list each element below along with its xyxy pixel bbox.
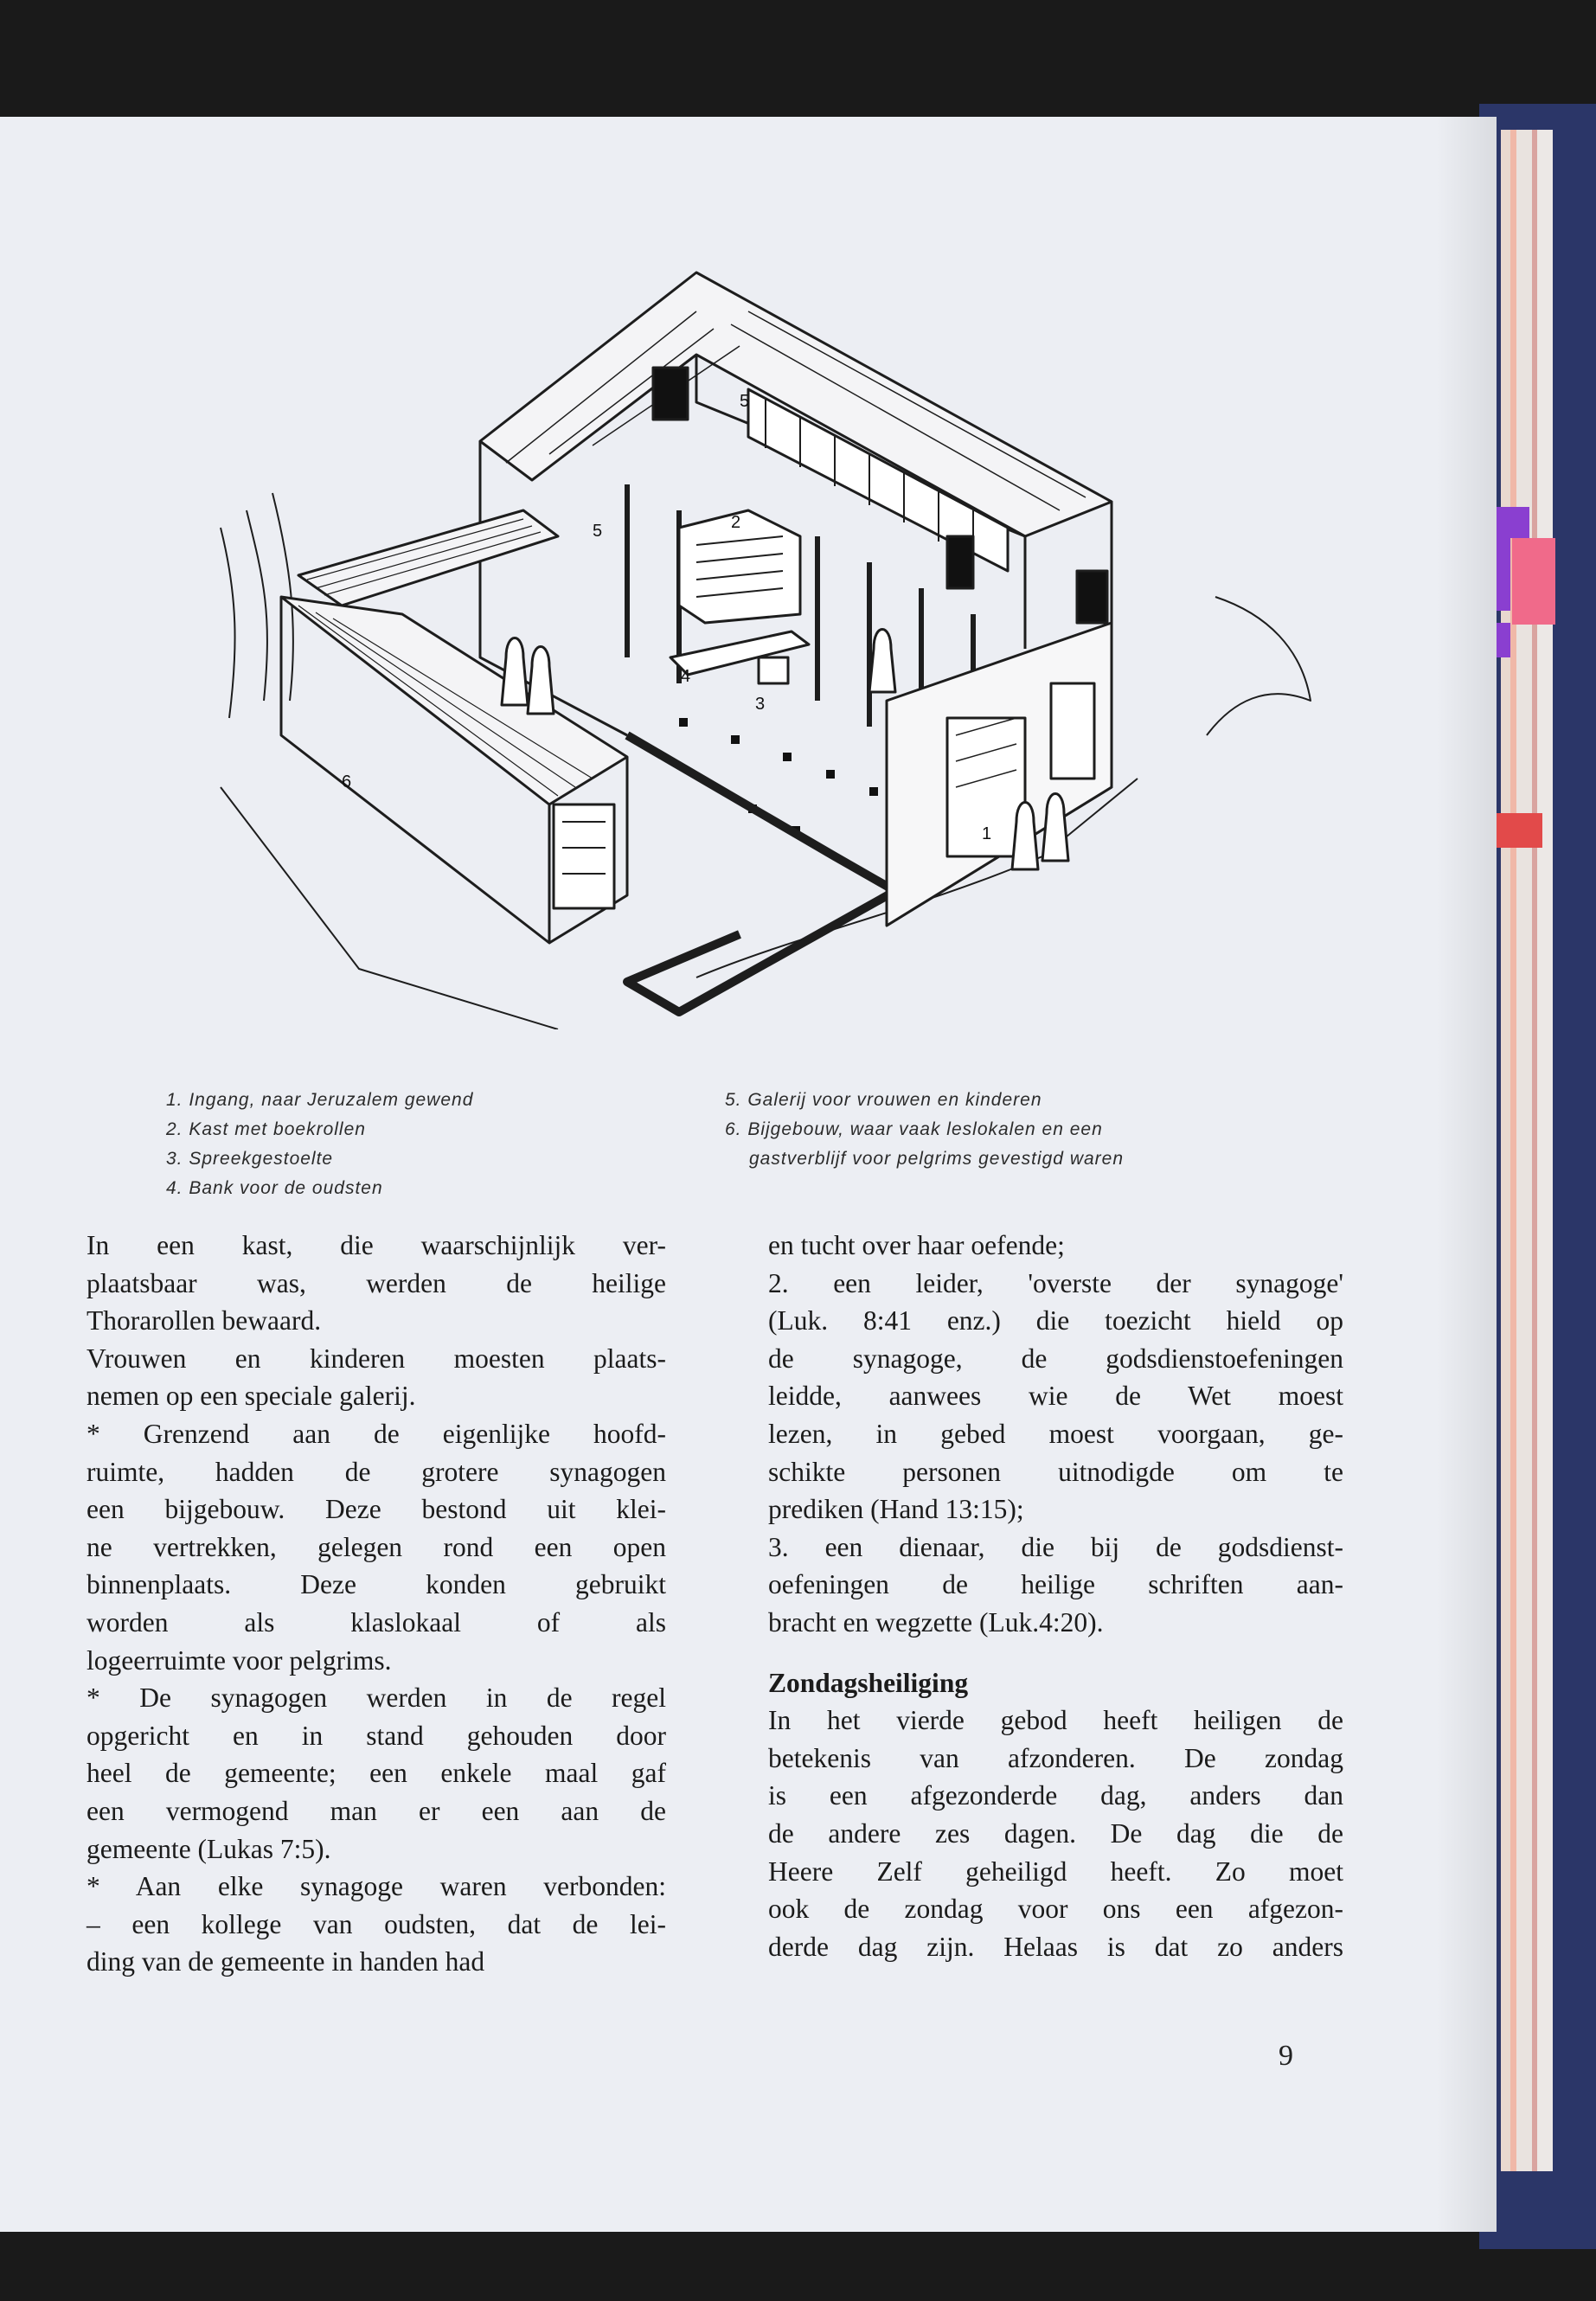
body-line: ruimte, hadden de grotere synagogen <box>87 1456 666 1487</box>
legend-item-2: 2. Kast met boekrollen <box>166 1119 366 1139</box>
body-line: een vermogend man er een aan de <box>87 1795 666 1826</box>
body-line: binnenplaats. Deze konden gebruikt <box>87 1569 666 1600</box>
figure-label-6: 6 <box>342 772 352 792</box>
body-line: is een afgezonderde dag, anders dan <box>768 1780 1343 1811</box>
figure-label-5: 5 <box>740 392 750 411</box>
section-heading: Zondagsheiliging <box>768 1667 969 1698</box>
body-line: worden als klaslokaal of als <box>87 1606 666 1638</box>
body-line: lezen, in gebed moest voorgaan, ge- <box>768 1418 1343 1449</box>
body-line: Thorarollen bewaard. <box>87 1305 322 1336</box>
legend-item-4: 4. Bank voor de oudsten <box>166 1178 383 1198</box>
body-line: 2. een leider, 'overste der synagoge' <box>768 1267 1343 1298</box>
body-line: opgericht en in stand gehouden door <box>87 1720 666 1751</box>
body-line: prediken (Hand 13:15); <box>768 1494 1024 1525</box>
body-line: Heere Zelf geheiligd heeft. Zo moet <box>768 1856 1343 1887</box>
index-tab <box>1495 623 1510 657</box>
body-line: derde dag zijn. Helaas is dat zo anders <box>768 1931 1343 1962</box>
body-line: de andere zes dagen. De dag die de <box>768 1817 1343 1849</box>
body-line: gemeente (Lukas 7:5). <box>87 1833 331 1864</box>
figure-label-1: 1 <box>982 824 992 843</box>
index-tab <box>1495 813 1542 848</box>
body-line: leidde, aanwees wie de Wet moest <box>768 1381 1343 1412</box>
body-line: oefeningen de heilige schriften aan- <box>768 1569 1343 1600</box>
body-line: bracht en wegzette (Luk.4:20). <box>768 1606 1104 1638</box>
body-line: Vrouwen en kinderen moesten plaats- <box>87 1343 666 1374</box>
body-line: * Aan elke synagoge waren verbonden: <box>87 1871 666 1902</box>
body-line: ook de zondag voor ons een afgezon- <box>768 1894 1343 1925</box>
left-column <box>87 1227 666 1981</box>
synagogue-illustration <box>143 251 1388 1029</box>
body-line: In een kast, die waarschijnlijk ver- <box>87 1230 666 1260</box>
body-line: * De synagogen werden in de regel <box>87 1682 666 1714</box>
body-line: nemen op een speciale galerij. <box>87 1381 416 1412</box>
page-gutter-shadow <box>1436 117 1497 2232</box>
body-line: en tucht over haar oefende; <box>768 1230 1065 1260</box>
legend-item-6: 6. Bijgebouw, waar vaak leslokalen en een <box>725 1119 1103 1139</box>
body-line: schikte personen uitnodigde om te <box>768 1456 1343 1487</box>
body-line: de synagoge, de godsdienstoefeningen <box>768 1343 1343 1374</box>
legend-item-3: 3. Spreekgestoelte <box>166 1149 334 1169</box>
body-line: heel de gemeente; een enkele maal gaf <box>87 1758 666 1789</box>
body-line: (Luk. 8:41 enz.) die toezicht hield op <box>768 1305 1343 1336</box>
body-line: ne vertrekken, gelegen rond een open <box>87 1531 666 1562</box>
index-tab <box>1495 538 1510 611</box>
page-number: 9 <box>1279 2040 1293 2072</box>
figure-label-3: 3 <box>755 695 766 714</box>
index-tab <box>1512 538 1555 625</box>
body-line: betekenis van afzonderen. De zondag <box>768 1742 1343 1773</box>
body-line: een bijgebouw. Deze bestond uit klei- <box>87 1494 666 1525</box>
right-column <box>768 1227 1343 1965</box>
body-line: plaatsbaar was, werden de heilige <box>87 1267 666 1298</box>
body-line: 3. een dienaar, die bij de godsdienst- <box>768 1531 1343 1562</box>
figure-label-2: 2 <box>731 513 741 532</box>
legend-item-5: 5. Galerij voor vrouwen en kinderen <box>725 1090 1042 1110</box>
index-tab <box>1495 507 1529 538</box>
legend-item-6-continued: gastverblijf voor pelgrims gevestigd waren <box>749 1149 1125 1169</box>
body-line: * Grenzend aan de eigenlijke hoofd- <box>87 1418 666 1449</box>
legend-item-1: 1. Ingang, naar Jeruzalem gewend <box>166 1090 474 1110</box>
body-line: In het vierde gebod heeft heiligen de <box>768 1705 1343 1736</box>
body-line: logeerruimte voor pelgrims. <box>87 1644 392 1676</box>
body-line: – een kollege van oudsten, dat de lei- <box>87 1908 666 1939</box>
figure-label-5-lower: 5 <box>593 522 603 541</box>
body-line: ding van de gemeente in handen had <box>87 1946 485 1977</box>
page-edges <box>1501 130 1553 2171</box>
figure-label-4: 4 <box>681 667 691 686</box>
